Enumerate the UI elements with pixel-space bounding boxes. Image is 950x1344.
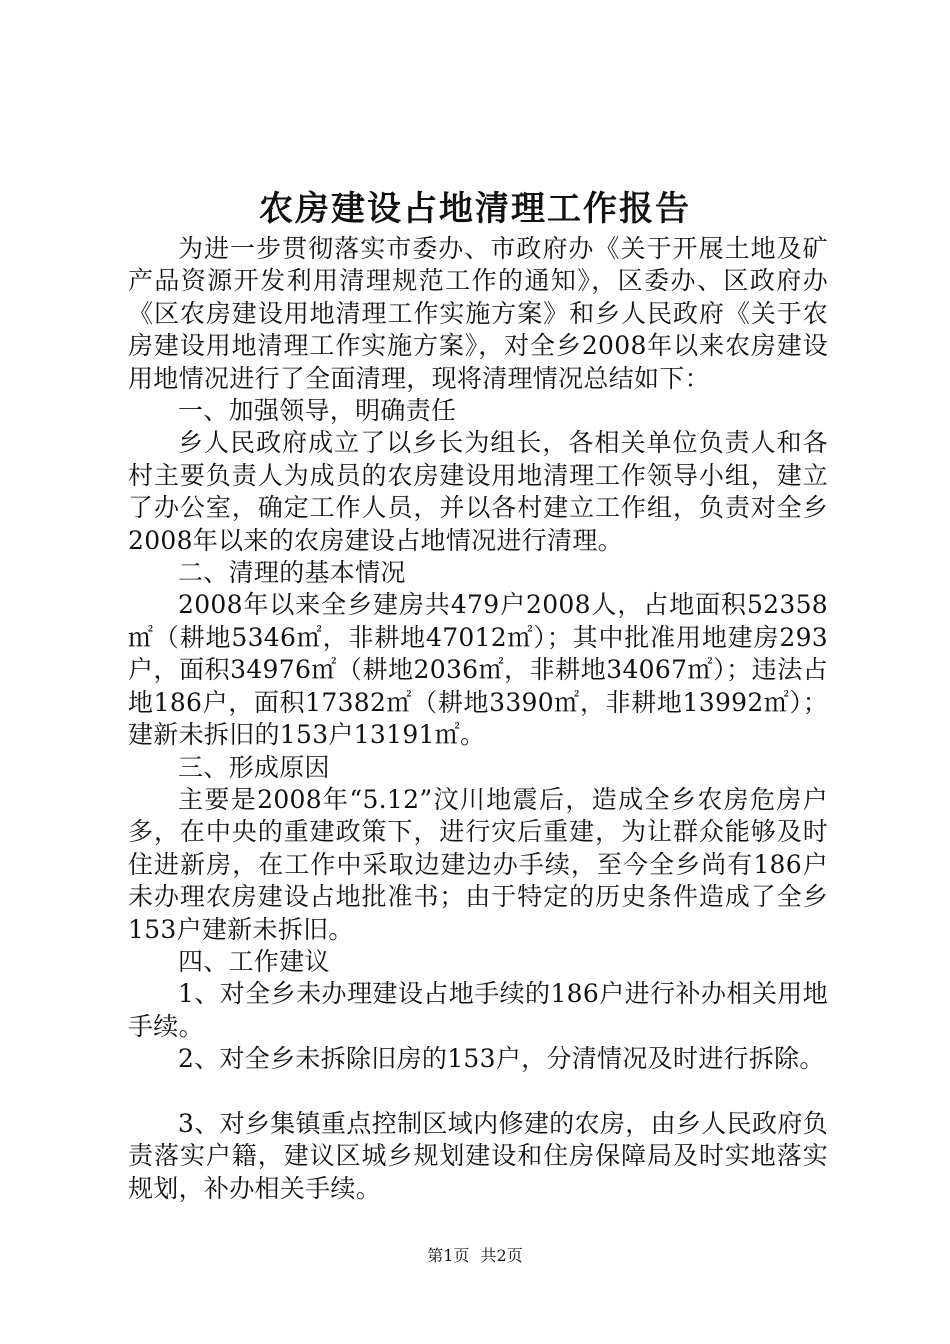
suggestion-item-3: 3、对乡集镇重点控制区域内修建的农房，由乡人民政府负责落实户籍，建议区城乡规划建设和住房保障局及时实地落实规划，补办相关手续。 [128,1108,828,1203]
suggestion-item-2: 2、对全乡未拆除旧房的153户，分清情况及时进行拆除。 [178,1044,825,1074]
section-heading-2: 二、清理的基本情况 [178,558,406,588]
section-paragraph-2: 2008年以来全乡建房共479户2008人，占地面积52358㎡（耕地5346㎡，非耕地47012㎡）；其中批准用地建房293户，面积34976㎡（耕地2036㎡，非耕地34067㎡）；违法占地186户，面积17382㎡（耕地3390㎡，非耕地13992㎡）；建新未拆旧的153户13191㎡。 [128,590,828,750]
section-paragraph-3: 主要是2008年“5.12”汶川地震后，造成全乡农房危房户多，在中央的重建政策下，进行灾后重建，为让群众能够及时住进新房，在工作中采取边建边办手续，至今全乡尚有186户未办理农房建设占地批准书；由于特定的历史条件造成了全乡153户建新未拆旧。 [128,784,828,944]
document-body [128,233,828,1205]
intro-paragraph: 为进一步贯彻落实市委办、市政府办《关于开展土地及矿产品资源开发利用清理规范工作的通知》，区委办、区政府办《区农房建设用地清理工作实施方案》和乡人民政府《关于农房建设用地清理工作实施方案》，对全乡2008年以来农房建设用地情况进行了全面清理，现将清理情况总结如下： [128,234,828,393]
section-heading-1: 一、加强领导，明确责任 [178,396,457,426]
section-heading-3: 三、形成原因 [178,752,330,782]
suggestion-item-1: 1、对全乡未办理建设占地手续的186户进行补办相关用地手续。 [128,979,828,1041]
page-number-current: 第1页 [427,1246,470,1265]
section-heading-4: 四、工作建议 [178,946,330,976]
page-number-total: 共2页 [480,1246,523,1265]
section-paragraph-1: 乡人民政府成立了以乡长为组长，各相关单位负责人和各村主要负责人为成员的农房建设用地清理工作领导小组，建立了办公室，确定工作人员，并以各村建立工作组，负责对全乡2008年以来的农房建设占地情况进行清理。 [128,428,828,555]
page-footer [0,1244,950,1268]
document-title: 农房建设占地清理工作报告 [259,189,691,229]
